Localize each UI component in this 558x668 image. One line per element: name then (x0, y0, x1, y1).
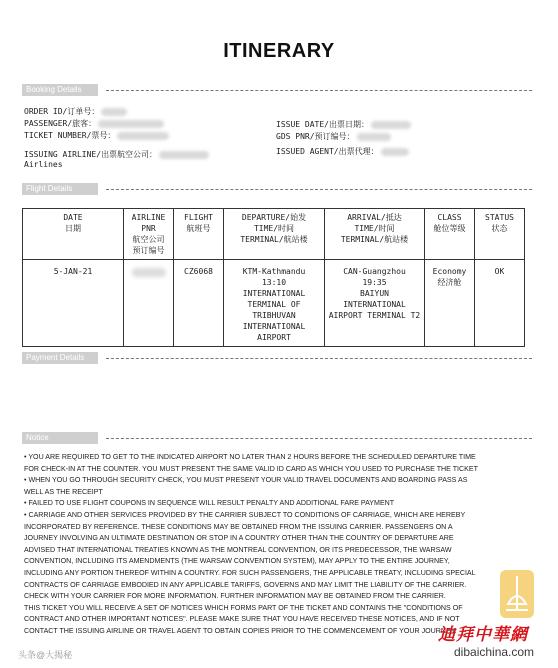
header-departure (224, 209, 325, 260)
notice-line: • WHEN YOU GO THROUGH SECURITY CHECK, YOU MUST PRESENT YOUR VALID TRAVEL DOCUMENTS AND BOARDING PASS AS (24, 476, 468, 485)
notice-line: CONTRACTS OF CARRIAGE EMBODIED IN ANY APPLICABLE TARIFFS, GOVERNS AND MAY LIMIT THE LIABILITY OF THE CARRIER. (24, 580, 467, 589)
header-line: FLIGHT (184, 213, 213, 222)
notice-line: JOURNEY INVOLVING AN ULTIMATE DESTINATION OR STOP IN A COUNTRY OTHER THAN THE COUNTRY OF DEPARTURE ARE (24, 534, 454, 543)
notice-line: ADVISED THAT INTERNATIONAL TREATIES KNOWN AS THE MONTREAL CONVENTION, OR ITS PREDECESSOR, THE WARSAW (24, 545, 452, 554)
departure-line: TERMINAL OF (247, 300, 301, 309)
cell-date: 5-JAN-21 (23, 260, 124, 347)
departure-line: KTM-Kathmandu (242, 267, 306, 276)
gds-pnr-label: GDS PNR/预订编号： (276, 132, 355, 141)
header-line: 预订编号 (132, 246, 165, 255)
header-line: DATE (63, 213, 83, 222)
header-line: PNR (141, 224, 156, 233)
notice-bar (22, 432, 532, 444)
issuing-airline-tail: Airlines (24, 160, 63, 169)
header-line: AIRLINE (131, 213, 166, 222)
page-title: ITINERARY (223, 40, 335, 62)
payment-details-bar (22, 352, 532, 364)
header-arrival (325, 209, 425, 260)
notice-line: WELL AS THE RECEIPT (24, 487, 103, 496)
departure-line: TRIBHUVAN (252, 311, 296, 320)
issue-date-label: ISSUE DATE/出票日期： (276, 120, 369, 129)
notice-line: CONTRACT AND OTHER IMPORTANT NOTICES". PLEASE MAKE SURE THAT YOU HAVE RECEIVED THESE NOTICES, AND IF NOT (24, 615, 460, 624)
header-airline-pnr (124, 209, 174, 260)
redacted-value (98, 120, 164, 128)
arrival-line: AIRPORT TERMINAL T2 (328, 311, 421, 320)
section-divider (106, 438, 532, 439)
header-line: TERMINAL/航站楼 (240, 235, 308, 244)
header-flight (174, 209, 224, 260)
issued-agent-label: ISSUED AGENT/出票代理： (276, 147, 379, 156)
header-line: ARRIVAL/抵达 (347, 213, 402, 222)
redacted-value (381, 148, 409, 156)
section-divider (106, 90, 532, 91)
redacted-value (132, 268, 166, 277)
notice-line: • YOU ARE REQUIRED TO GET TO THE INDICATED AIRPORT NO LATER THAN 2 HOURS BEFORE THE SCHEDULED DEPARTURE TIME (24, 453, 476, 461)
header-class (425, 209, 475, 260)
issued-agent-field (276, 146, 409, 157)
section-divider (106, 358, 532, 359)
header-line: 航空公司 (132, 235, 165, 244)
cell-airline-pnr (124, 260, 174, 347)
class-line: Economy (432, 267, 467, 276)
arrival-line: 19:35 (362, 278, 387, 287)
flight-table (22, 208, 525, 347)
notice-line: INCLUDING ANY PORTION THEREOF WITHIN A COUNTRY. FOR SUCH PASSENGERS, THE APPLICABLE TREATY, INCLUDING SPECIAL (24, 568, 476, 577)
notice-line: CHECK WITH YOUR CARRIER FOR MORE INFORMATION. FURTHER INFORMATION MAY BE OBTAINED FROM THE CARRIER. (24, 592, 446, 601)
table-row (23, 260, 525, 347)
watermark-logo-icon (500, 570, 534, 618)
table-header-row (23, 209, 525, 260)
notice-line: • FAILED TO USE FLIGHT COUPONS IN SEQUENCE WILL RESULT PENALTY AND ADDITIONAL FARE PAYMENT (24, 499, 395, 508)
notice-line: INCORPORATED BY REFERENCE. THESE CONDITIONS MAY BE OBTAINED FROM THE ISSUING CARRIER. PASSENGERS ON A (24, 522, 453, 531)
header-line: 状态 (491, 224, 508, 233)
arrival-line: BAIYUN (360, 289, 389, 298)
gds-pnr-field (276, 131, 391, 142)
notice-line: • CARRIAGE AND OTHER SERVICES PROVIDED BY THE CARRIER SUBJECT TO CONDITIONS OF CARRIAGE, WHICH ARE HEREBY (24, 510, 466, 519)
redacted-value (371, 121, 411, 129)
payment-details-label: Payment Details (22, 352, 98, 364)
issuing-airline-label: ISSUING AIRLINE/出票航空公司： (24, 150, 158, 159)
watermark-left: 头条@大揭秘 (18, 650, 73, 660)
cell-flight: CZ6068 (174, 260, 224, 347)
notice-label: Notice (22, 432, 98, 444)
header-line: TIME/时间 (253, 224, 295, 233)
departure-line: 13:10 (261, 278, 287, 287)
ticket-number-field (24, 130, 169, 141)
redacted-value (357, 133, 391, 141)
flight-details-bar (22, 183, 532, 195)
redacted-value (101, 108, 127, 116)
watermark-url: dibaichina.com (454, 645, 535, 659)
header-line: CLASS (437, 213, 462, 222)
section-divider (106, 189, 532, 190)
notice-line: CONTACT THE ISSUING AIRLINE OR TRAVEL AGENT TO OBTAIN COPIES PRIOR TO THE COMMENCEMENT OF YOUR JOURNEY. (24, 626, 457, 635)
cell-class (425, 260, 475, 347)
header-line: 航班号 (186, 224, 211, 233)
notice-line: CONVENTION, INCLUDING ITS AMENDMENTS (THE WARSAW CONVENTION SYSTEM), MAY APPLY TO THE ENTIRE JOURNEY, (24, 557, 450, 566)
header-line: DEPARTURE/始发 (241, 213, 307, 222)
booking-details-bar (22, 84, 532, 96)
arrival-line: INTERNATIONAL (343, 300, 406, 309)
order-id-label: ORDER ID/订单号： (24, 107, 100, 116)
cell-arrival (325, 260, 425, 347)
issue-date-field (276, 119, 411, 130)
header-line: STATUS (485, 213, 514, 222)
cell-departure (224, 260, 325, 347)
header-line: 舱位等级 (433, 224, 466, 233)
passenger-label: PASSENGER/旅客： (24, 119, 97, 128)
header-line: 日期 (65, 224, 81, 233)
order-id-field (24, 106, 127, 117)
header-date (23, 209, 124, 260)
header-status (475, 209, 525, 260)
notice-line: THIS TICKET YOU WILL RECEIVE A SET OF NOTICES WHICH FORMS PART OF THE TICKET AND CONTAINS THE "CONDITIONS OF (24, 603, 463, 612)
passenger-field (24, 118, 164, 129)
redacted-value (159, 151, 209, 159)
cell-status: OK (475, 260, 525, 347)
class-line: 经济舱 (437, 278, 462, 287)
watermark-right: 迪拜中華網 (438, 625, 528, 645)
departure-line: INTERNATIONAL (242, 322, 306, 331)
departure-line: AIRPORT (257, 333, 291, 342)
notice-line: FOR CHECK-IN AT THE COUNTER. YOU MUST PRESENT THE SAME VALID ID CARD AS WHICH YOU USED TO PURCHASE THE TICKET (24, 464, 478, 473)
flight-details-label: Flight Details (22, 183, 98, 195)
arrival-line: CAN-Guangzhou (343, 267, 406, 276)
ticket-number-label: TICKET NUMBER/票号： (24, 131, 116, 140)
departure-line: INTERNATIONAL (242, 289, 306, 298)
header-line: TIME/时间 (354, 224, 395, 233)
booking-details-label: Booking Details (22, 84, 98, 96)
notice-text (24, 452, 529, 638)
redacted-value (117, 132, 169, 140)
header-line: TERMINAL/航站楼 (340, 235, 409, 244)
